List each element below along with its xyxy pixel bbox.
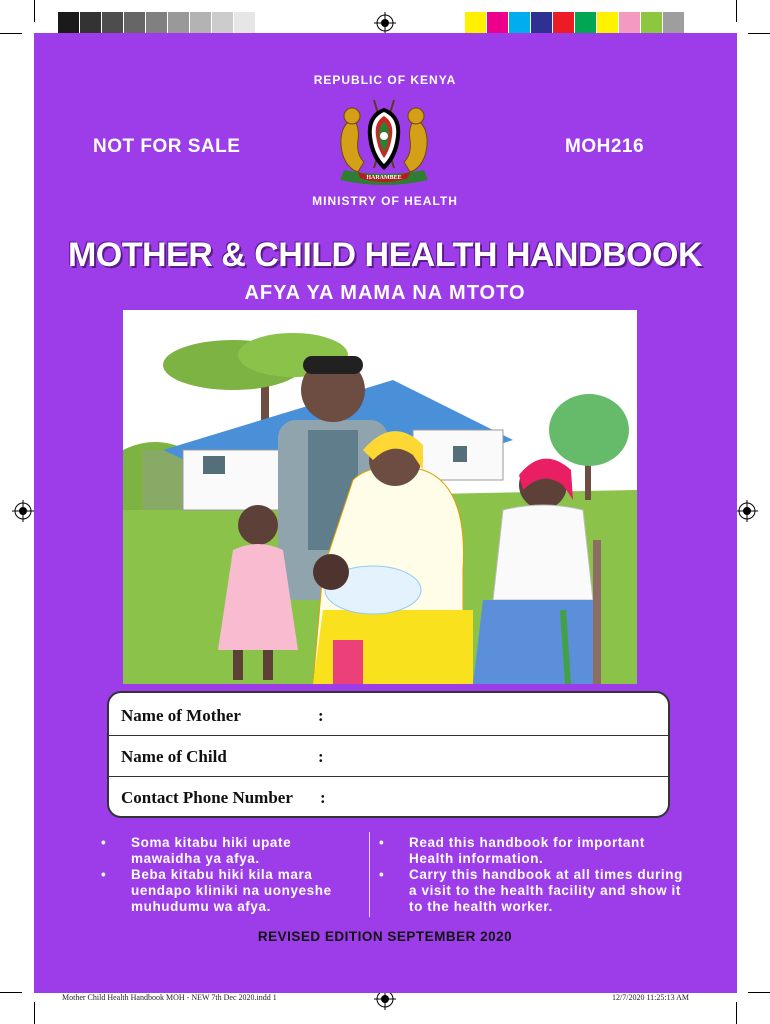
color-swatch	[553, 12, 575, 34]
process-color-bar	[465, 12, 707, 34]
color-swatch	[641, 12, 663, 34]
english-instructions	[379, 835, 685, 915]
contact-phone-label: Contact Phone Number	[121, 788, 293, 807]
registration-mark-icon	[374, 12, 396, 34]
print-timestamp: 12/7/2020 11:25:13 AM	[612, 993, 690, 1002]
color-swatch	[619, 12, 641, 34]
column-divider	[369, 832, 370, 917]
motto-ribbon-text: HARAMBEE	[366, 175, 402, 181]
family-illustration	[123, 310, 637, 684]
swahili-instructions	[101, 835, 356, 915]
color-swatch	[234, 12, 256, 34]
crop-mark	[0, 33, 22, 34]
grayscale-color-bar	[58, 12, 278, 34]
english-instruction-item: • Carry this handbook at all times during a visit to the health facility and show it to the health worker.	[379, 867, 685, 915]
swahili-instruction-item: • Soma kitabu hiki upate mawaidha ya afya.	[101, 835, 356, 867]
color-swatch	[685, 12, 707, 34]
crop-mark	[736, 0, 737, 22]
color-swatch	[146, 12, 168, 34]
not-for-sale-label: NOT FOR SALE	[93, 136, 241, 157]
republic-label: REPUBLIC OF KENYA	[313, 73, 457, 87]
color-swatch	[465, 12, 487, 34]
mother-name-label: Name of Mother	[121, 706, 241, 725]
registration-mark-icon	[736, 500, 758, 522]
crop-mark	[0, 992, 22, 993]
contact-phone-field[interactable]	[334, 780, 654, 814]
registration-mark-icon	[12, 500, 34, 522]
crop-mark	[736, 1002, 737, 1024]
color-swatch	[597, 12, 619, 34]
ministry-label: MINISTRY OF HEALTH	[312, 194, 458, 208]
color-swatch	[80, 12, 102, 34]
english-instruction-item: • Read this handbook for important Health information.	[379, 835, 685, 867]
document-code: MOH216	[565, 136, 645, 157]
color-swatch	[663, 12, 685, 34]
color-swatch	[190, 12, 212, 34]
color-swatch	[58, 12, 80, 34]
color-swatch	[212, 12, 234, 34]
crop-mark	[748, 33, 770, 34]
coat-of-arms-icon	[328, 92, 440, 192]
color-swatch	[168, 12, 190, 34]
color-swatch	[509, 12, 531, 34]
crop-mark	[34, 1002, 35, 1024]
crop-mark	[34, 0, 35, 22]
crop-mark	[748, 992, 770, 993]
form-divider	[109, 776, 668, 777]
identification-form	[107, 691, 670, 818]
handbook-subtitle: AFYA YA MAMA NA MTOTO	[244, 282, 526, 304]
edition-label: REVISED EDITION SEPTEMBER 2020	[257, 929, 513, 944]
handbook-title: MOTHER & CHILD HEALTH HANDBOOK	[67, 236, 703, 274]
mother-name-field[interactable]	[334, 697, 654, 731]
contact-phone-colon: :	[320, 788, 326, 807]
print-file-name: Mother Child Health Handbook MOH - NEW 7th Dec 2020.indd 1	[62, 993, 277, 1002]
mother-name-colon: :	[318, 706, 324, 725]
color-swatch	[102, 12, 124, 34]
color-swatch	[487, 12, 509, 34]
color-swatch	[256, 12, 278, 34]
color-swatch	[124, 12, 146, 34]
form-divider	[109, 735, 668, 736]
color-swatch	[575, 12, 597, 34]
child-name-label: Name of Child	[121, 747, 227, 766]
color-swatch	[531, 12, 553, 34]
swahili-instruction-item: • Beba kitabu hiki kila mara uendapo kliniki na uonyeshe muhudumu wa afya.	[101, 867, 356, 915]
child-name-colon: :	[318, 747, 324, 766]
child-name-field[interactable]	[334, 739, 654, 773]
